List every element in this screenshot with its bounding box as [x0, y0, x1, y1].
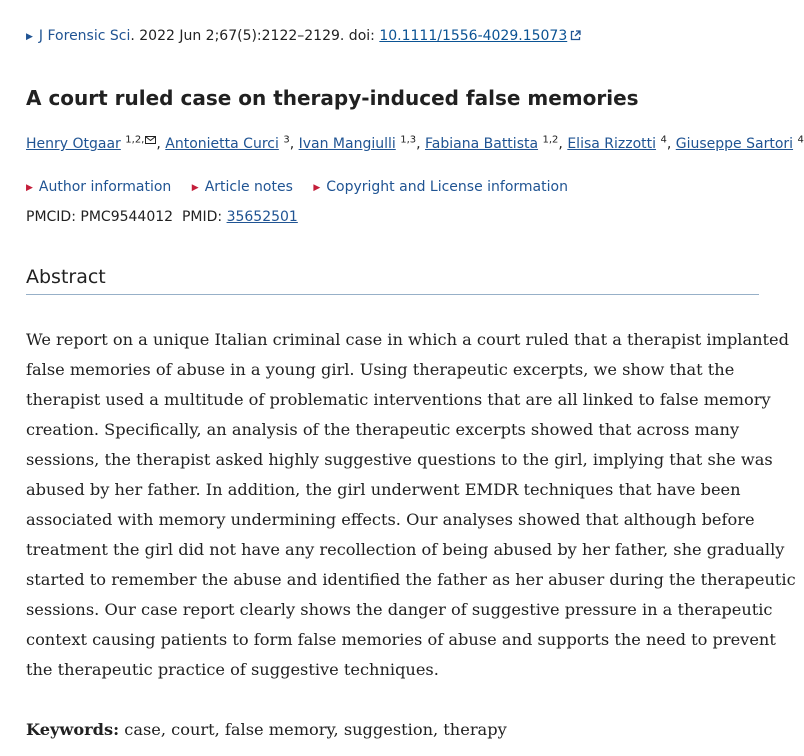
abstract-text: [26, 325, 796, 685]
pmcid-value: PMC9544012: [80, 209, 174, 225]
caret-right-icon: ▶: [26, 32, 33, 42]
pmid-link[interactable]: 35652501: [226, 209, 298, 225]
external-link-icon[interactable]: [570, 29, 581, 45]
keywords-label: Keywords:: [26, 720, 120, 739]
abstract-line: abused by her father. In addition, the girl underwent EMDR techniques that have been: [26, 480, 741, 499]
author-link[interactable]: Fabiana Battista: [425, 136, 539, 152]
caret-right-icon: ▶: [191, 183, 199, 193]
article-notes-toggle[interactable]: ▶ Article notes: [191, 179, 293, 195]
abstract-line: false memories of abuse in a young girl. Using therapeutic excerpts, we show that the: [26, 360, 735, 379]
abstract-line: We report on a unique Italian criminal case in which a court ruled that a therapist implanted: [26, 330, 790, 349]
journal-link[interactable]: J Forensic Sci: [38, 28, 131, 44]
author-affiliation[interactable]: 3: [283, 134, 290, 146]
citation-line: [26, 28, 581, 45]
author-affiliation[interactable]: 1,2,: [125, 134, 145, 146]
abstract-line: therapist used a multitude of problematic interventions that are all linked to false memory: [26, 390, 771, 409]
caret-right-icon: ▶: [313, 183, 321, 193]
doi-link[interactable]: 10.1111/1556-4029.15073: [379, 28, 568, 44]
abstract-line: context causing patients to form false memories of abuse and supports the need to prevent: [26, 630, 776, 649]
author-link[interactable]: Ivan Mangiulli: [298, 136, 396, 152]
keywords: [26, 715, 507, 745]
author-information-toggle[interactable]: ▶ Author information: [26, 179, 172, 195]
abstract-heading: Abstract: [26, 266, 106, 288]
author-link[interactable]: Giuseppe Sartori: [675, 136, 794, 152]
keywords-value: case, court, false memory, suggestion, therapy: [124, 720, 507, 739]
author-link[interactable]: Antonietta Curci: [165, 136, 279, 152]
article-ids: [26, 209, 298, 225]
author-affiliation[interactable]: 4: [797, 134, 804, 146]
author-affiliation[interactable]: 4: [660, 134, 667, 146]
abstract-line: creation. Specifically, an analysis of the therapeutic excerpts showed that across many: [26, 420, 740, 439]
abstract-line: sessions, the therapist asked highly suggestive questions to the girl, implying that she was: [26, 450, 773, 469]
citation-details: . 2022 Jun 2;67(5):2122–2129. doi:: [130, 28, 380, 44]
abstract-line: treatment the girl did not have any recollection of being abused by her father, she gradually: [26, 540, 785, 559]
copyright-toggle[interactable]: ▶ Copyright and License information: [313, 179, 568, 195]
abstract-line: the therapeutic practice of suggestive techniques.: [26, 660, 439, 679]
author-link[interactable]: Elisa Rizzotti: [567, 136, 657, 152]
article-title: A court ruled case on therapy-induced false memories: [26, 86, 639, 110]
author-link[interactable]: Henry Otgaar: [26, 136, 121, 152]
abstract-line: started to remember the abuse and identified the father as her abuser during the therapeutic: [26, 570, 796, 589]
pmid-label: PMID:: [181, 209, 223, 225]
author-affiliation[interactable]: 1,3: [400, 134, 417, 146]
article-info-links: [26, 179, 584, 195]
caret-right-icon: ▶: [26, 183, 33, 193]
abstract-line: sessions. Our case report clearly shows the danger of suggestive pressure in a therapeutic: [26, 600, 773, 619]
author-affiliation[interactable]: 1,2: [542, 134, 559, 146]
pmcid-label: PMCID:: [26, 209, 76, 225]
author-list: Henry Otgaar $^{1,2,}$ , Antonietta Curci $^3$, Ivan Mangiulli $^{1,3}$, Fabiana Battista $^{1,2}$, Elisa Rizzotti $^4$, Giuseppe Sartori $^4$: [26, 132, 804, 152]
divider: [26, 294, 759, 295]
envelope-icon[interactable]: [145, 132, 156, 148]
abstract-line: associated with memory undermining effects. Our analyses showed that although before: [26, 510, 755, 529]
